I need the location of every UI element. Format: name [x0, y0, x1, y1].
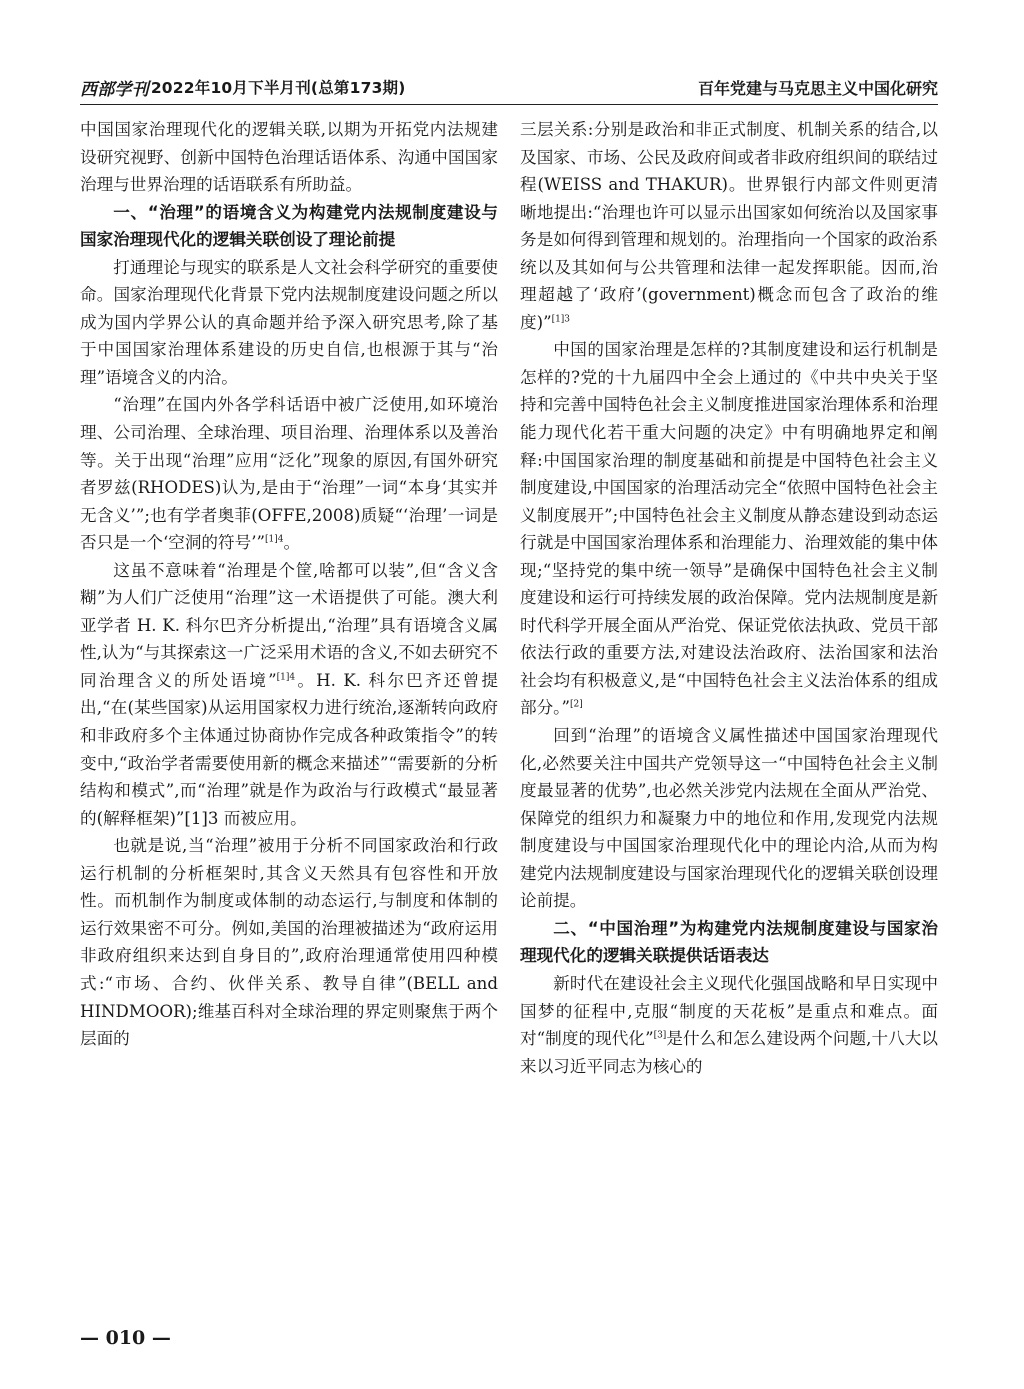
issue-info: 2022年10月下半月刊(总第173期): [150, 79, 406, 97]
body-paragraph: [80, 832, 498, 1052]
header-rule: [80, 104, 938, 105]
body-paragraph: [80, 391, 498, 556]
body-paragraph: [80, 254, 498, 392]
paragraph-text: 这虽不意味着“治理是个筐,啥都可以装”,但“含义含糊”为人们广泛使用“治理”这一术语提供了可能。澳大利亚学者 H. K. 科尔巴齐分析提出,“治理”具有语境含义属性,认为“与其探索这一广泛采用术语的含义,不如去研究不同治理含义的所处语境”: [80, 560, 498, 690]
body-paragraph: [80, 557, 498, 832]
paragraph-text: 回到“治理”的语境含义属性描述中国国家治理现代化,必然要关注中国共产党领导这一“中国特色社会主义制度最显著的优势”,也必然关涉党内法规在全面从严治党、保障党的组织力和凝聚力中的地位和作用,发现党内法规制度建设与中国国家治理现代化中的理论内洽,从而为构建党内法规制度建设与国家治理现代化的逻辑关联创设理论前提。: [520, 726, 938, 911]
body-paragraph: [520, 722, 938, 915]
section-title: 百年党建与马克思主义中国化研究: [697, 78, 938, 98]
paragraph-tail: 。: [283, 533, 301, 553]
paragraph-text: 一、“治理”的语境含义为构建党内法规制度建设与国家治理现代化的逻辑关联创设了理论前提: [80, 202, 498, 250]
paragraph-text: 三层关系:分别是政治和非正式制度、机制关系的结合,以及国家、市场、公民及政府间或者非政府组织间的联结过程(WEISS and THAKUR)。世界银行内部文件则更清晰地提出:“治理也许可以显示出国家如何统治以及国家事务是如何得到管理和规划的。治理指向一个国家的政治系统以及其如何与公共管理和法律一起发挥职能。因而,治理超越了‘政府’(government)概念而包含了政治的维度)”: [520, 120, 938, 332]
section-heading: [80, 199, 498, 254]
paragraph-text: “治理”在国内外各学科话语中被广泛使用,如环境治理、公司治理、全球治理、项目治理、治理体系以及善治等。关于出现“治理”应用“泛化”现象的原因,有国外研究者罗兹(RHODES)认为,是由于“治理”一词“本身‘其实并无含义’”;也有学者奥菲(OFFE,2008)质疑“‘治理’一词是否只是一个‘空洞的符号’”: [80, 395, 498, 553]
paragraph-text: 新时代在建设社会主义现代化强国战略和早日实现中国梦的征程中,克服“制度的天花板”是重点和难点。面对“制度的现代化”: [520, 973, 938, 1049]
paragraph-text: 中国国家治理现代化的逻辑关联,以期为开拓党内法规建设研究视野、创新中国特色治理话语体系、沟通中国国家治理与世界治理的话语联系有所助益。: [80, 120, 498, 195]
paragraph-tail: 。H. K. 科尔巴齐还曾提出,“在(某些国家)从运用国家权力进行统治,逐渐转向政府和非政府多个主体通过协商协作完成各种政策指令”的转变中,“政治学者需要使用新的概念来描述”“需要新的分析结构和模式”,而“治理”就是作为政治与行政模式“最显著的(解释框架)”[1]3 而被应用。: [80, 670, 498, 828]
body-paragraph: [80, 116, 498, 199]
journal-logo: 西部学刊: [80, 79, 149, 100]
paragraph-text: 中国的国家治理是怎样的?其制度建设和运行机制是怎样的?党的十九届四中全会上通过的《中共中央关于坚持和完善中国特色社会主义制度推进国家治理体系和治理能力现代化若干重大问题的决定》中有明确地界定和阐释:中国国家治理的制度基础和前提是中国特色社会主义制度建设,中国国家的治理活动完全“依照中国特色社会主义制度展开”;中国特色社会主义制度从静态建设到动态运行就是中国国家治理体系和治理能力、治理效能的集中体现;“坚持党的集中统一领导”是确保中国特色社会主义制度建设和运行可持续发展的政治保障。党内法规制度是新时代科学开展全面从严治党、保证党依法执政、党员干部依法行政的重要方法,对建设法治政府、法治国家和法治社会均有积极意义,是“中国特色社会主义法治体系的组成部分。”: [520, 340, 938, 718]
paragraph-text: 打通理论与现实的联系是人文社会科学研究的重要使命。国家治理现代化背景下党内法规制度建设问题之所以成为国内学界公认的真命题并给予深入研究思考,除了基于中国国家治理体系建设的历史自信,也根源于其与“治理”语境含义的内洽。: [80, 257, 498, 387]
paragraph-text: 二、“中国治理”为构建党内法规制度建设与国家治理现代化的逻辑关联提供话语表达: [520, 918, 938, 966]
page-number: — 010 —: [80, 1327, 171, 1349]
body-paragraph: [520, 336, 938, 722]
citation-marker: [1]4: [264, 534, 284, 545]
citation-marker: [1]3: [551, 314, 571, 325]
right-column: [520, 116, 938, 1080]
body-paragraph: [520, 970, 938, 1080]
body-paragraph: [520, 116, 938, 336]
citation-marker: [3]: [653, 1030, 667, 1041]
header-left: [80, 75, 406, 100]
paragraph-tail: 是什么和怎么建设两个问题,十八大以来以习近平同志为核心的: [520, 1029, 938, 1076]
citation-marker: [1]4: [276, 672, 296, 683]
running-header: [80, 70, 938, 104]
left-column: [80, 116, 498, 1053]
paragraph-text: 也就是说,当“治理”被用于分析不同国家政治和行政运行机制的分析框架时,其含义天然具有包容性和开放性。而机制作为制度或体制的动态运行,与制度和体制的运行效果密不可分。例如,美国的治理被描述为“政府运用非政府组织来达到自身目的”,政府治理通常使用四种模式:“市场、合约、伙伴关系、教导自律”(BELL and HINDMOOR);维基百科对全球治理的界定则聚焦于两个层面的: [80, 836, 498, 1049]
section-heading: [520, 915, 938, 970]
citation-marker: [2]: [569, 699, 583, 710]
